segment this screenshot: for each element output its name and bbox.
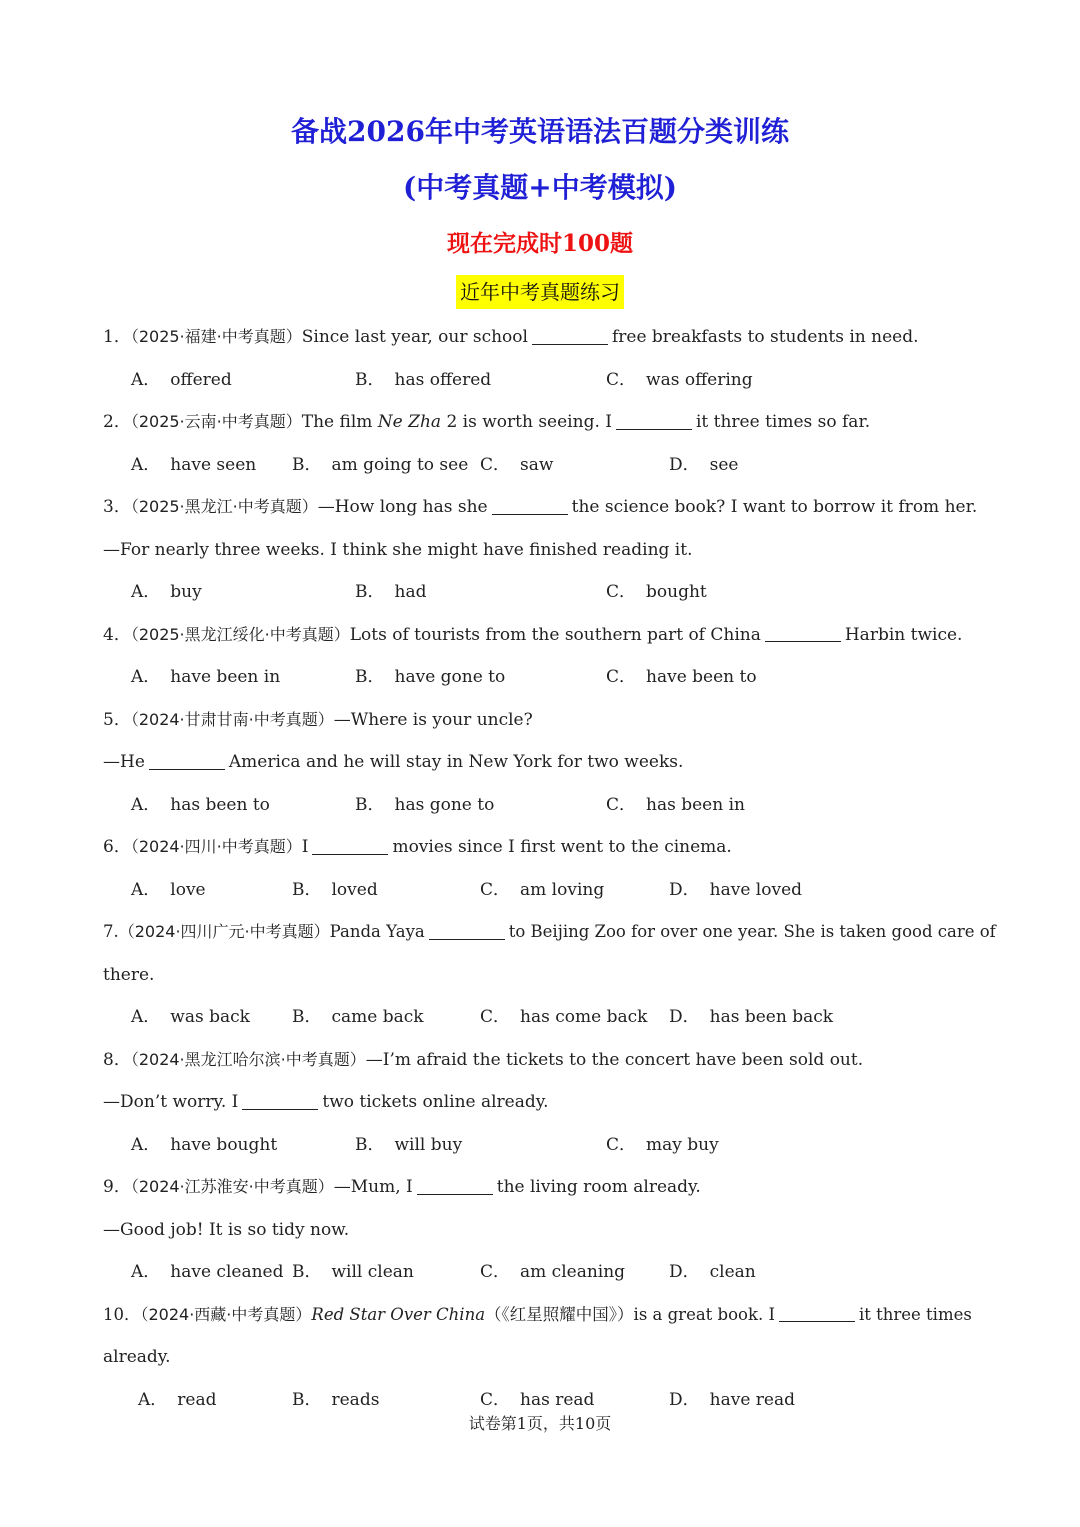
option-d: D． have loved xyxy=(669,879,803,900)
question-5-reply: —He America and he will stay in New York for two weeks. xyxy=(103,752,684,772)
option-b: B． came back xyxy=(292,1007,424,1027)
answer-blank xyxy=(765,640,841,642)
option-b: B． has gone to xyxy=(355,794,495,815)
option-a: A． love xyxy=(131,879,206,900)
question-4: 4．（2025·黑龙江绥化·中考真题）Lots of tourists from the southern part of China Harbin twice. xyxy=(103,624,963,645)
option-b: B． had xyxy=(355,582,427,602)
option-b: B． will buy xyxy=(355,1134,463,1155)
question-10-cont: already. xyxy=(103,1347,171,1367)
options-4 xyxy=(103,656,983,699)
options-8 xyxy=(103,1124,983,1167)
topic-title: 现在完成时100题 xyxy=(446,230,633,257)
option-d: D． clean xyxy=(669,1262,756,1282)
section-label: 近年中考真题练习 xyxy=(456,275,624,309)
question-10: 10．（2024·西藏·中考真题）Red Star Over China（《红星照耀中国》）is a great book. I it three times xyxy=(103,1304,972,1324)
option-c: C． was offering xyxy=(606,369,753,390)
option-c: C． has been in xyxy=(606,794,745,815)
options-2 xyxy=(103,444,983,487)
option-b: B． reads xyxy=(292,1389,380,1410)
question-8: 8．（2024·黑龙江哈尔滨·中考真题）—I’m afraid the tickets to the concert have been sold out. xyxy=(103,1049,864,1070)
question-7-cont: there. xyxy=(103,964,155,985)
option-a: A． have been in xyxy=(131,667,281,687)
option-c: C． has come back xyxy=(480,1007,648,1027)
question-1: 1．（2025·福建·中考真题）Since last year, our school free breakfasts to students in need. xyxy=(103,327,919,347)
option-b: B． will clean xyxy=(292,1262,414,1282)
options-5 xyxy=(103,784,983,827)
section-heading xyxy=(0,275,1080,309)
question-3: 3．（2025·黑龙江·中考真题）—How long has she the science book? I want to borrow it from her. xyxy=(103,497,978,517)
question-6: 6．（2024·四川·中考真题）I movies since I first went to the cinema. xyxy=(103,837,732,857)
option-c: C． am cleaning xyxy=(480,1262,626,1282)
answer-blank xyxy=(616,428,692,430)
options-9 xyxy=(103,1251,983,1294)
option-a: A． have seen xyxy=(131,454,257,475)
option-c: C． saw xyxy=(480,454,554,475)
options-6 xyxy=(103,869,983,912)
answer-blank xyxy=(532,343,608,345)
answer-blank xyxy=(242,1108,318,1110)
option-d: D． have read xyxy=(669,1389,795,1410)
option-c: C． have been to xyxy=(606,667,757,687)
question-2: 2．（2025·云南·中考真题）The film Ne Zha 2 is worth seeing. I it three times so far. xyxy=(103,412,871,432)
option-a: A． was back xyxy=(131,1007,250,1027)
page-footer: 试卷第1页，共10页 xyxy=(468,1414,612,1433)
option-b: B． has offered xyxy=(355,369,492,390)
options-3 xyxy=(103,571,983,614)
document-subtitle: (中考真题+中考模拟) xyxy=(403,171,677,204)
question-7: 7.（2024·四川广元·中考真题）Panda Yaya to Beijing Zoo for over one year. She is taken good care of xyxy=(103,922,996,941)
answer-blank xyxy=(149,768,225,770)
question-8-reply: —Don’t worry. I two tickets online already. xyxy=(103,1092,549,1112)
answer-blank xyxy=(779,1320,855,1322)
option-d: D． see xyxy=(669,454,739,475)
document-title: 备战2026年中考英语语法百题分类训练 xyxy=(291,115,789,148)
option-a: A． read xyxy=(138,1389,217,1410)
option-a: A． have cleaned xyxy=(131,1262,284,1282)
answer-blank xyxy=(492,513,568,515)
option-a: A． buy xyxy=(131,582,202,602)
question-5: 5．（2024·甘肃甘南·中考真题）—Where is your uncle? xyxy=(103,709,533,730)
option-c: C． bought xyxy=(606,582,707,602)
option-a: A． have bought xyxy=(131,1134,278,1155)
question-9-reply: —Good job! It is so tidy now. xyxy=(103,1219,350,1240)
option-a: A． has been to xyxy=(131,794,270,815)
option-b: B． loved xyxy=(292,879,378,900)
answer-blank xyxy=(429,938,505,940)
option-d: D． has been back xyxy=(669,1007,834,1027)
option-b: B． am going to see xyxy=(292,454,469,475)
question-list xyxy=(103,316,996,1421)
answer-blank xyxy=(417,1193,493,1195)
answer-blank xyxy=(312,853,388,855)
question-9: 9．（2024·江苏淮安·中考真题）—Mum, I the living room already. xyxy=(103,1177,701,1197)
option-a: A． offered xyxy=(131,369,232,390)
option-c: C． am loving xyxy=(480,879,605,900)
option-c: C． has read xyxy=(480,1389,595,1410)
option-b: B． have gone to xyxy=(355,667,506,687)
options-7 xyxy=(103,996,983,1039)
question-3-reply: —For nearly three weeks. I think she might have finished reading it. xyxy=(103,539,693,560)
option-c: C． may buy xyxy=(606,1134,719,1155)
options-1 xyxy=(103,359,983,402)
